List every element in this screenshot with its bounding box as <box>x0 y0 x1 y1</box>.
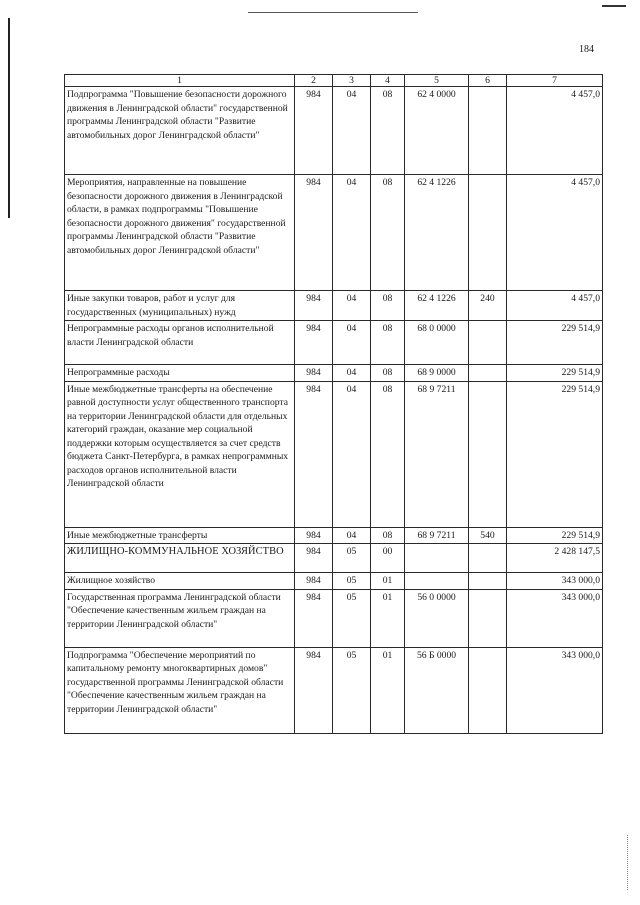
cell-target-article <box>405 544 469 573</box>
table-row <box>65 573 603 590</box>
scan-corner-mark <box>602 5 626 7</box>
cell-admin-code: 984 <box>295 544 333 573</box>
cell-subsection: 08 <box>371 365 405 382</box>
cell-target-article: 68 9 0000 <box>405 365 469 382</box>
cell-target-article <box>405 573 469 590</box>
cell-subsection: 01 <box>371 589 405 647</box>
row-name: Подпрограмма "Обеспечение мероприятий по капитальному ремонту многоквартирных домов" государственной программы Ленинградской области "Обеспечение качественным жильем граждан на территории Ленинградской области" <box>65 647 295 733</box>
row-name: Жилищное хозяйство <box>65 573 295 590</box>
cell-expense-type <box>469 321 507 365</box>
cell-expense-type <box>469 175 507 291</box>
cell-expense-type <box>469 381 507 527</box>
cell-admin-code: 984 <box>295 589 333 647</box>
cell-admin-code: 984 <box>295 365 333 382</box>
scan-dots <box>627 835 629 890</box>
cell-section: 04 <box>333 365 371 382</box>
cell-section: 04 <box>333 291 371 321</box>
cell-subsection: 01 <box>371 647 405 733</box>
cell-admin-code: 984 <box>295 573 333 590</box>
cell-section: 04 <box>333 527 371 544</box>
cell-section: 04 <box>333 321 371 365</box>
table-row <box>65 647 603 733</box>
table-row <box>65 321 603 365</box>
cell-section: 05 <box>333 573 371 590</box>
cell-expense-type <box>469 544 507 573</box>
cell-expense-type <box>469 365 507 382</box>
scan-top-line <box>248 12 418 13</box>
cell-amount: 4 457,0 <box>507 87 603 175</box>
cell-admin-code: 984 <box>295 321 333 365</box>
page-number: 184 <box>579 44 594 55</box>
column-header: 3 <box>333 75 371 87</box>
cell-admin-code: 984 <box>295 647 333 733</box>
column-header: 2 <box>295 75 333 87</box>
row-name: Непрограммные расходы органов исполнительной власти Ленинградской области <box>65 321 295 365</box>
table-row <box>65 291 603 321</box>
cell-amount: 4 457,0 <box>507 291 603 321</box>
row-name: Непрограммные расходы <box>65 365 295 382</box>
row-name: ЖИЛИЩНО-КОММУНАЛЬНОЕ ХОЗЯЙСТВО <box>65 544 295 573</box>
table-row <box>65 87 603 175</box>
row-name: Иные межбюджетные трансферты на обеспечение равной доступности услуг общественного транспорта на территории Ленинградской области для отдельных категорий граждан, оказание мер социальной поддержки которым осуществляется за счет средств бюджета Санкт-Петербурга, в рамках непрограммных расходов органов исполнительной власти Ленинградской области <box>65 381 295 527</box>
cell-section: 04 <box>333 87 371 175</box>
cell-target-article: 56 Б 0000 <box>405 647 469 733</box>
cell-target-article: 62 4 1226 <box>405 175 469 291</box>
row-name: Подпрограмма "Повышение безопасности дорожного движения в Ленинградской области" государственной программы Ленинградской области "Развитие автомобильных дорог Ленинградской области" <box>65 87 295 175</box>
table-row <box>65 589 603 647</box>
cell-target-article: 68 9 7211 <box>405 381 469 527</box>
cell-expense-type <box>469 87 507 175</box>
cell-admin-code: 984 <box>295 87 333 175</box>
row-name: Иные межбюджетные трансферты <box>65 527 295 544</box>
cell-target-article: 68 9 7211 <box>405 527 469 544</box>
cell-subsection: 08 <box>371 291 405 321</box>
cell-admin-code: 984 <box>295 527 333 544</box>
scan-edge-mark <box>8 18 10 218</box>
cell-amount: 229 514,9 <box>507 527 603 544</box>
cell-target-article: 62 4 0000 <box>405 87 469 175</box>
cell-expense-type <box>469 647 507 733</box>
row-name: Мероприятия, направленные на повышение безопасности дорожного движения в Ленинградской области, в рамках подпрограммы "Повышение безопасности дорожного движения" государственной программы Ленинградской области "Развитие автомобильных дорог Ленинградской области" <box>65 175 295 291</box>
cell-target-article: 68 0 0000 <box>405 321 469 365</box>
cell-subsection: 01 <box>371 573 405 590</box>
cell-subsection: 08 <box>371 87 405 175</box>
column-header: 4 <box>371 75 405 87</box>
cell-amount: 229 514,9 <box>507 321 603 365</box>
table-row <box>65 365 603 382</box>
table-header-row <box>65 75 603 87</box>
cell-subsection: 08 <box>371 527 405 544</box>
cell-amount: 229 514,9 <box>507 365 603 382</box>
row-name: Государственная программа Ленинградской области "Обеспечение качественным жильем граждан на территории Ленинградской области" <box>65 589 295 647</box>
cell-subsection: 08 <box>371 381 405 527</box>
cell-expense-type <box>469 573 507 590</box>
cell-expense-type: 540 <box>469 527 507 544</box>
cell-amount: 343 000,0 <box>507 647 603 733</box>
table-row <box>65 544 603 573</box>
table-row <box>65 527 603 544</box>
column-header: 1 <box>65 75 295 87</box>
column-header: 5 <box>405 75 469 87</box>
row-name: Иные закупки товаров, работ и услуг для государственных (муниципальных) нужд <box>65 291 295 321</box>
cell-section: 04 <box>333 381 371 527</box>
cell-amount: 229 514,9 <box>507 381 603 527</box>
cell-section: 05 <box>333 589 371 647</box>
cell-expense-type <box>469 589 507 647</box>
cell-admin-code: 984 <box>295 175 333 291</box>
budget-table <box>64 74 603 734</box>
table-row <box>65 175 603 291</box>
cell-expense-type: 240 <box>469 291 507 321</box>
cell-admin-code: 984 <box>295 381 333 527</box>
cell-amount: 2 428 147,5 <box>507 544 603 573</box>
cell-target-article: 62 4 1226 <box>405 291 469 321</box>
cell-section: 04 <box>333 175 371 291</box>
cell-admin-code: 984 <box>295 291 333 321</box>
cell-amount: 343 000,0 <box>507 573 603 590</box>
cell-subsection: 08 <box>371 175 405 291</box>
cell-subsection: 08 <box>371 321 405 365</box>
column-header: 7 <box>507 75 603 87</box>
cell-amount: 4 457,0 <box>507 175 603 291</box>
table-row <box>65 381 603 527</box>
cell-section: 05 <box>333 647 371 733</box>
column-header: 6 <box>469 75 507 87</box>
cell-amount: 343 000,0 <box>507 589 603 647</box>
cell-subsection: 00 <box>371 544 405 573</box>
cell-target-article: 56 0 0000 <box>405 589 469 647</box>
cell-section: 05 <box>333 544 371 573</box>
